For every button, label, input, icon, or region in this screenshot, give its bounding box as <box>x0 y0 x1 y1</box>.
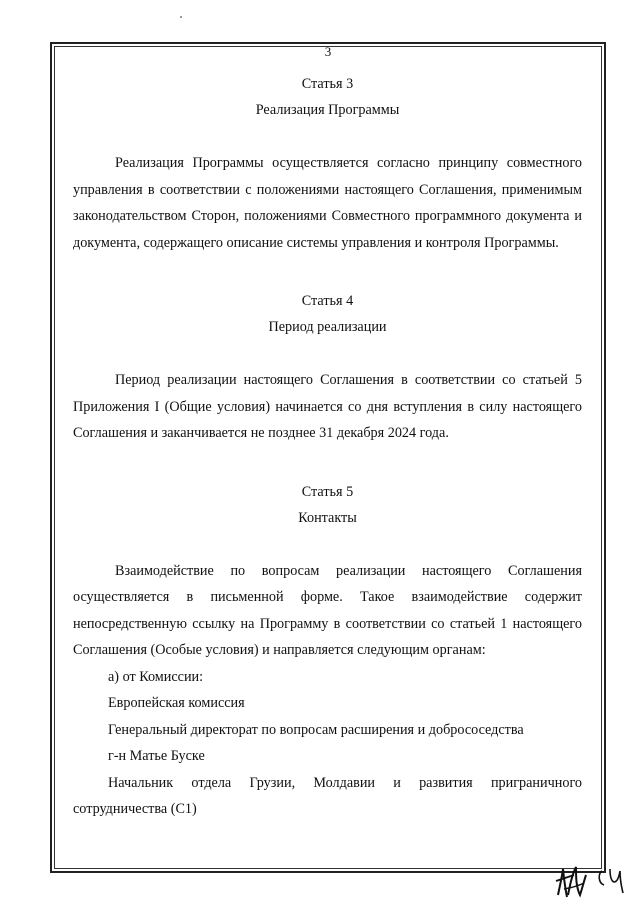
article-title: Реализация Программы <box>255 102 400 118</box>
article-5 <box>73 479 582 823</box>
article-number: Статья 3 <box>301 76 354 92</box>
page-number: 3 <box>324 44 332 59</box>
article-number: Статья 5 <box>301 483 354 500</box>
article-title: Период реализации <box>268 319 387 335</box>
article-title: Контакты <box>298 509 357 526</box>
recipient-line: Европейская комиссия <box>108 695 245 711</box>
recipient-line: Начальник отдела Грузии, Молдавии и развития приграничного сотрудничества (C1) <box>73 774 582 817</box>
article-paragraph: Период реализации настоящего Соглашения в соответствии со статьей 5 Приложения I (Общие условия) начинается со дня вступления в силу настоящего Соглашения и заканчивается не позднее 31 декабря 2024 года. <box>73 372 582 441</box>
scan-speck <box>180 16 182 18</box>
article-paragraph: Взаимодействие по вопросам реализации настоящего Соглашения осуществляется в письменной форме. Такое взаимодействие содержит непосредственную ссылку на Программу в соответствии со статьей 1 настоящего Соглашения (Особые условия) и направляется следующим органам: <box>73 562 582 658</box>
recipient-line: а) от Комиссии: <box>108 668 204 685</box>
document-body <box>73 71 582 823</box>
recipient-line: г-н Матье Буске <box>108 748 205 764</box>
handwritten-initials-signature <box>554 855 634 901</box>
article-number: Статья 4 <box>301 293 354 309</box>
article-3 <box>73 71 582 256</box>
recipient-line: Генеральный директорат по вопросам расширения и добрососедства <box>108 721 524 738</box>
article-4 <box>73 288 582 447</box>
article-paragraph: Реализация Программы осуществляется согласно принципу совместного управления в соответствии с положениями настоящего Соглашения, применимым законодательством Сторон, положениями Совместного программного документа и документа, содержащего описание системы управления и контроля Программы. <box>73 155 582 251</box>
